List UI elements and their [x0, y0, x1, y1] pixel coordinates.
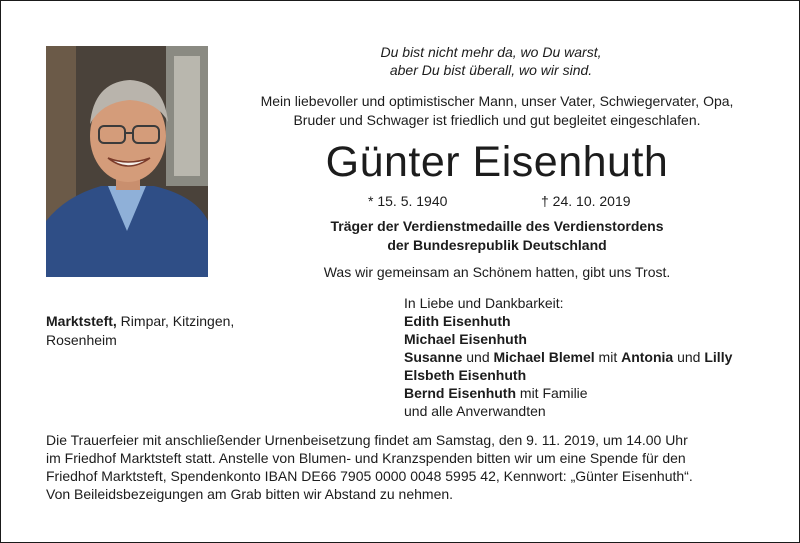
quote-line-1: Du bist nicht mehr da, wo Du warst,: [380, 44, 602, 60]
mourner-michael: Michael Eisenhuth: [404, 331, 527, 347]
mourner-michael-blemel: Michael Blemel: [493, 349, 595, 365]
funeral-notice: [46, 431, 766, 503]
mourner-bernd-family: mit Familie: [516, 385, 588, 401]
notice-line-2: im Friedhof Marktsteft statt. Anstelle von Blumen- und Kranzspenden bitten wir um eine Spende für den: [46, 450, 686, 466]
conjunction-und-2: und: [673, 349, 705, 365]
mourners-list: [404, 294, 774, 420]
notice-line-3: Friedhof Marktsteft, Spendenkonto IBAN DE66 7905 0000 0048 5995 42, Kennwort: „Günter Eisenhuth“.: [46, 468, 693, 484]
mourner-susanne-line: [404, 348, 774, 366]
epigraph-quote: [301, 43, 681, 79]
mourner-lilly: Lilly: [704, 349, 733, 365]
death-date: † 24. 10. 2019: [541, 193, 631, 209]
intro-line-2: Bruder und Schwager ist friedlich und gut begleitet eingeschlafen.: [293, 112, 701, 128]
birth-date: * 15. 5. 1940: [368, 193, 448, 209]
conjunction-mit: mit: [594, 349, 622, 365]
comfort-text: Was wir gemeinsam an Schönem hatten, gibt uns Trost.: [323, 264, 671, 280]
notice-line-1: Die Trauerfeier mit anschließender Urnenbeisetzung findet am Samstag, den 9. 11. 2019, um 14.00 Uhr: [46, 432, 688, 448]
intro-text: [237, 92, 757, 130]
deceased-name: Günter Eisenhuth: [325, 138, 669, 186]
mourner-bernd: Bernd Eisenhuth: [404, 385, 517, 401]
honor-text: [237, 217, 757, 255]
places-line-1: [46, 312, 276, 331]
places-rest: Rimpar, Kitzingen,: [116, 313, 235, 329]
honor-line-2: der Bundesrepublik Deutschland: [387, 237, 607, 253]
conjunction-und-1: und: [462, 349, 494, 365]
places-list: [46, 312, 276, 350]
intro-line-1: Mein liebevoller und optimistischer Mann, unser Vater, Schwiegervater, Opa,: [260, 93, 734, 109]
quote-line-2: aber Du bist überall, wo wir sind.: [389, 62, 593, 78]
mourner-antonia: Antonia: [621, 349, 674, 365]
portrait-photo: [46, 46, 208, 277]
mourner-elsbeth: Elsbeth Eisenhuth: [404, 367, 527, 383]
honor-line-1: Träger der Verdienstmedaille des Verdienstordens: [330, 218, 664, 234]
mourners-all-relatives: und alle Anverwandten: [404, 403, 546, 419]
portrait-photo-icon: [46, 46, 208, 277]
mourners-intro: In Liebe und Dankbarkeit:: [404, 295, 564, 311]
places-line-2: Rosenheim: [46, 332, 117, 348]
place-main: Marktsteft,: [46, 313, 117, 329]
mourner-bernd-line: [404, 384, 774, 402]
mourner-edith: Edith Eisenhuth: [404, 313, 511, 329]
mourner-susanne: Susanne: [404, 349, 463, 365]
notice-line-4: Von Beileidsbezeigungen am Grab bitten wir Abstand zu nehmen.: [46, 486, 454, 502]
